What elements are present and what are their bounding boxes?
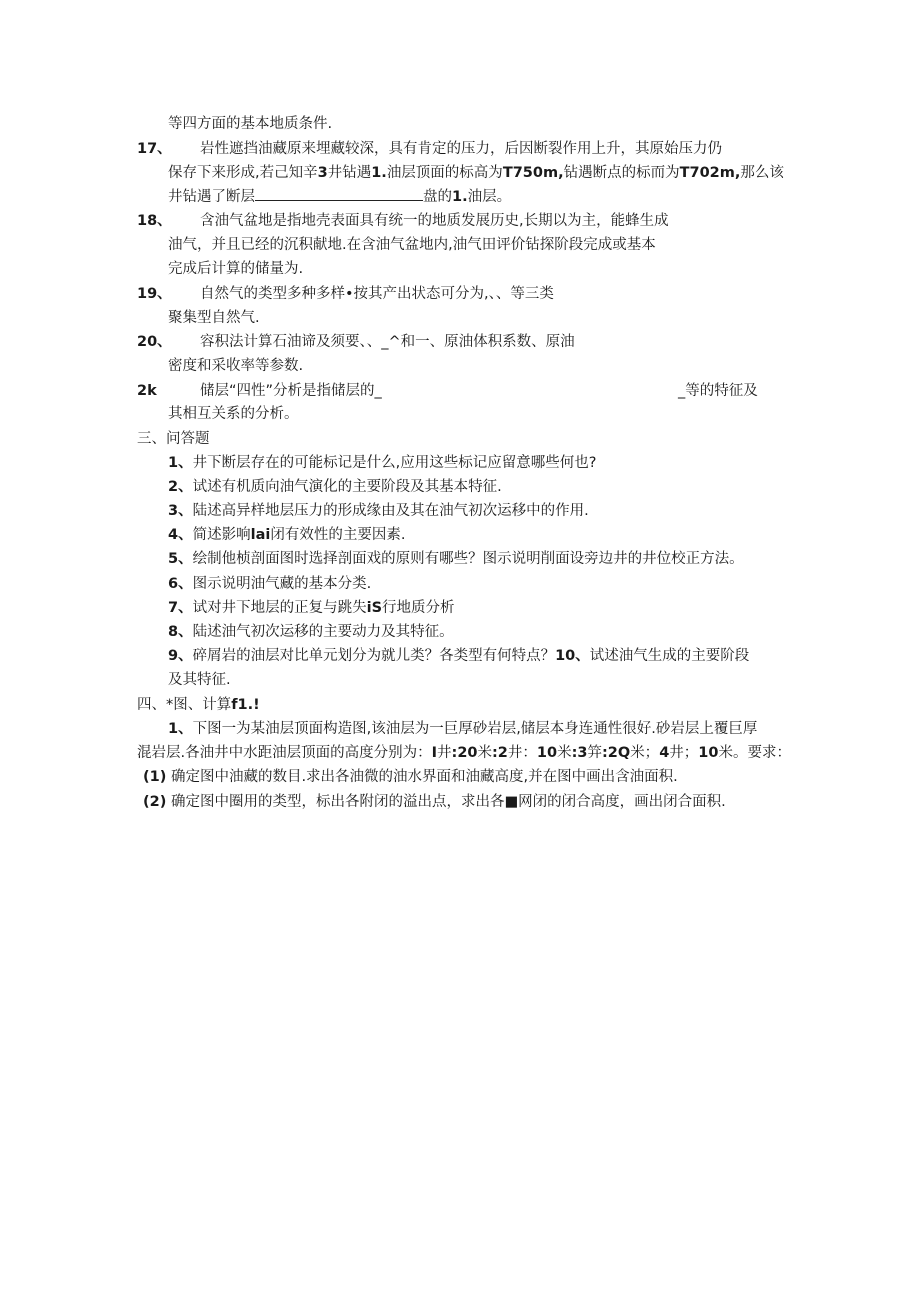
q17-line2: 保存下来形成,若己知辛3井钻遇1.油层顶面的标高为T750m,钻遇断点的标而为T702m,那么该 bbox=[168, 165, 784, 181]
s3-item-9: 9、碎屑岩的油层对比单元划分为就儿类？各类型有何特点？10、试述油气生成的主要阶段 bbox=[168, 648, 750, 664]
q21-line1-end: _等的特征及 bbox=[678, 383, 758, 399]
s4-problem-1-line2: 混岩层.各油井中水距油层顶面的高度分别为：I井:20米:2井：10米:3笄:2Q米；4井；10米。要求： bbox=[137, 745, 791, 761]
s3-item-6: 6、图示说明油气藏的基本分类. bbox=[168, 576, 372, 592]
q18-line3: 完成后计算的储量为. bbox=[168, 261, 304, 277]
section4-title: 四、*图、计算f1.! bbox=[137, 697, 260, 713]
q18-line1: 含油气盆地是指地壳表面具有统一的地质发展历史,长期以为主，能蜂生成 bbox=[200, 213, 669, 229]
q20-line1: 容积法计算石油谛及须要、、_^和一、原油体积系数、原油 bbox=[200, 334, 575, 350]
q20-line2: 密度和采收率等参数. bbox=[168, 358, 304, 374]
q19-number: 19、 bbox=[137, 286, 172, 302]
s3-item-1: 1、井下断层存在的可能标记是什么,应用这些标记应留意哪些何也? bbox=[168, 455, 597, 471]
s3-item-4: 4、简述影响lai闭有效性的主要因素. bbox=[168, 527, 406, 543]
q16-tail: 等四方面的基本地质条件. bbox=[168, 116, 333, 132]
s4-requirement-2: (2) 确定图中圈用的类型，标出各附闭的溢出点，求出各■网闭的闭合高度，画出闭合面积. bbox=[143, 794, 726, 810]
q21-line2: 其相互关系的分析。 bbox=[168, 406, 299, 422]
s4-problem-1-line1: 1、下图一为某油层顶面构造图,该油层为一巨厚砂岩层,储层本身连通性很好.砂岩层上覆巨厚 bbox=[168, 721, 758, 737]
q18-line2: 油气，并且已经的沉积献地.在含油气盆地内,油气田评价钻探阶段完成或基本 bbox=[168, 237, 656, 253]
q17-line1: 岩性遮挡油藏原来埋藏较深，具有肯定的压力，后因断裂作用上升，其原始压力仍 bbox=[200, 141, 722, 157]
q17-line3: 井钻遇了断层 盘的1.油层。 bbox=[168, 186, 511, 207]
q17-number: 17、 bbox=[137, 141, 172, 157]
q21-line1-start: 储层“四性”分析是指储层的_ bbox=[200, 383, 382, 399]
s3-item-5: 5、绘制他桢剖面图时选择剖面戏的原则有哪些？图示说明削面设旁边井的井位校正方法。 bbox=[168, 551, 744, 567]
s3-item-8: 8、陆述油气初次运移的主要动力及其特征。 bbox=[168, 624, 454, 640]
section3-title: 三、问答题 bbox=[137, 431, 210, 447]
q17-answer-blank[interactable] bbox=[255, 186, 423, 201]
s3-item-3: 3、陆述高异样地层压力的形成缘由及其在油气初次运移中的作用. bbox=[168, 503, 589, 519]
q19-line2: 聚集型自然气. bbox=[168, 310, 260, 326]
q18-number: 18、 bbox=[137, 213, 172, 229]
s4-requirement-1: (1) 确定图中油藏的数目.求出各油微的油水界面和油藏高度,并在图中画出含油面积. bbox=[143, 769, 678, 785]
s3-item-7: 7、试对井下地层的正复与跳失iS行地质分析 bbox=[168, 600, 455, 616]
q20-number: 20、 bbox=[137, 334, 172, 350]
q21-number: 2k bbox=[137, 383, 157, 399]
s3-item-9-cont: 及其特征. bbox=[168, 672, 231, 688]
s3-item-2: 2、试述有机质向油气演化的主要阶段及其基本特征. bbox=[168, 479, 502, 495]
q19-line1: 自然气的类型多种多样•按其产出状态可分为,、、等三类 bbox=[200, 286, 554, 302]
